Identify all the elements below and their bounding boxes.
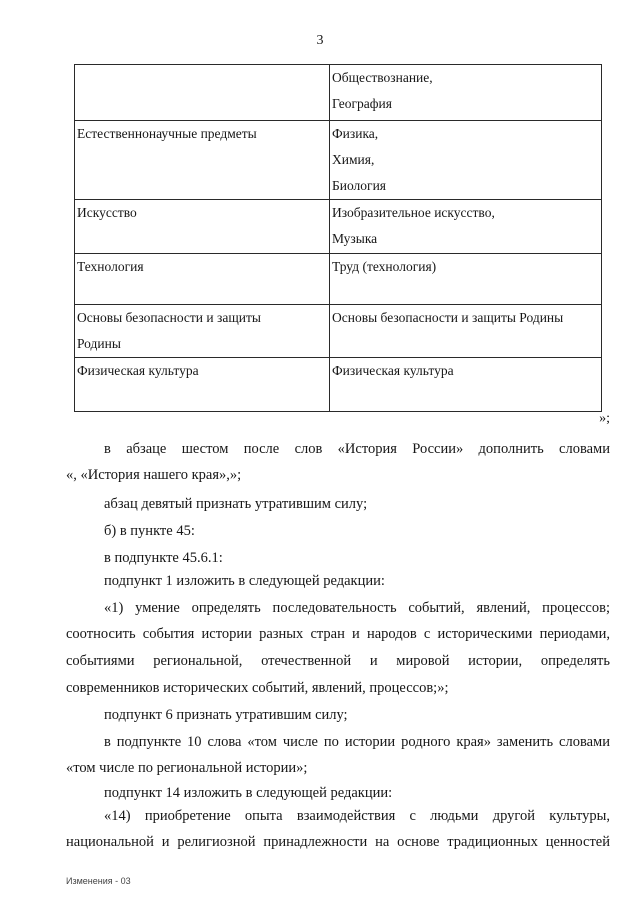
paragraph-line: в подпункте 45.6.1: xyxy=(104,550,223,566)
cell-text: Физическая культура xyxy=(77,363,199,378)
subjects-cell xyxy=(330,254,602,305)
paragraph-line: «том числе по региональной истории»; xyxy=(66,760,308,776)
paragraph-line: «1) умение определять последовательность событий, явлений, процессов; xyxy=(104,600,610,616)
subjects-table xyxy=(74,64,602,412)
cell-text: Обществознание, xyxy=(332,70,433,85)
cell-text: Музыка xyxy=(332,231,378,246)
table-row xyxy=(75,305,602,358)
cell-text: Искусство xyxy=(77,205,137,220)
subjects-cell xyxy=(330,121,602,200)
cell-text: Технология xyxy=(77,259,144,274)
table-row xyxy=(75,254,602,305)
cell-text: География xyxy=(332,96,392,111)
page-number: 3 xyxy=(316,33,324,48)
subject-area-cell xyxy=(75,200,330,254)
footer-label: Изменения - 03 xyxy=(66,876,131,886)
cell-text: Основы безопасности и защиты xyxy=(77,310,261,325)
paragraph-line: современников исторических событий, явлений, процессов;»; xyxy=(66,680,449,696)
subject-area-cell xyxy=(75,65,330,121)
paragraph-line: соотносить события истории разных стран и народов с историческими периодами, xyxy=(66,626,610,642)
subject-area-cell xyxy=(75,254,330,305)
subjects-cell xyxy=(330,305,602,358)
closing-quote: »; xyxy=(599,411,610,426)
paragraph-line: б) в пункте 45: xyxy=(104,523,195,539)
paragraph-line: в абзаце шестом после слов «История России» дополнить словами xyxy=(104,441,610,457)
cell-text: Родины xyxy=(77,336,121,351)
subjects-cell xyxy=(330,200,602,254)
paragraph-line: «14) приобретение опыта взаимодействия с людьми другой культуры, xyxy=(104,808,610,824)
cell-text: Биология xyxy=(332,178,387,193)
paragraph-line: национальной и религиозной принадлежности на основе традиционных ценностей xyxy=(66,834,610,850)
cell-text: Естественнонаучные предметы xyxy=(77,126,257,141)
table-row xyxy=(75,358,602,412)
cell-text: Труд (технология) xyxy=(332,259,437,274)
paragraph-line: подпункт 1 изложить в следующей редакции: xyxy=(104,573,385,589)
cell-text: Основы безопасности и защиты Родины xyxy=(332,310,564,325)
table-row xyxy=(75,200,602,254)
table-row xyxy=(75,121,602,200)
paragraph-line: подпункт 14 изложить в следующей редакции: xyxy=(104,785,393,801)
cell-text: Изобразительное искусство, xyxy=(332,205,495,220)
subjects-cell xyxy=(330,65,602,121)
paragraph-line: «, «История нашего края»,»; xyxy=(66,467,242,483)
paragraph-line: подпункт 6 признать утратившим силу; xyxy=(104,707,348,723)
subject-area-cell xyxy=(75,358,330,412)
subject-area-cell xyxy=(75,305,330,358)
cell-text: Физическая культура xyxy=(332,363,454,378)
cell-text: Физика, xyxy=(332,126,379,141)
subjects-cell xyxy=(330,358,602,412)
paragraph-line: в подпункте 10 слова «том числе по истории родного края» заменить словами xyxy=(104,734,610,750)
table-row xyxy=(75,65,602,121)
paragraph-line: абзац девятый признать утратившим силу; xyxy=(104,496,368,512)
subject-area-cell xyxy=(75,121,330,200)
cell-text: Химия, xyxy=(332,152,375,167)
paragraph-line: событиями региональной, отечественной и мировой истории, определять xyxy=(66,653,610,669)
